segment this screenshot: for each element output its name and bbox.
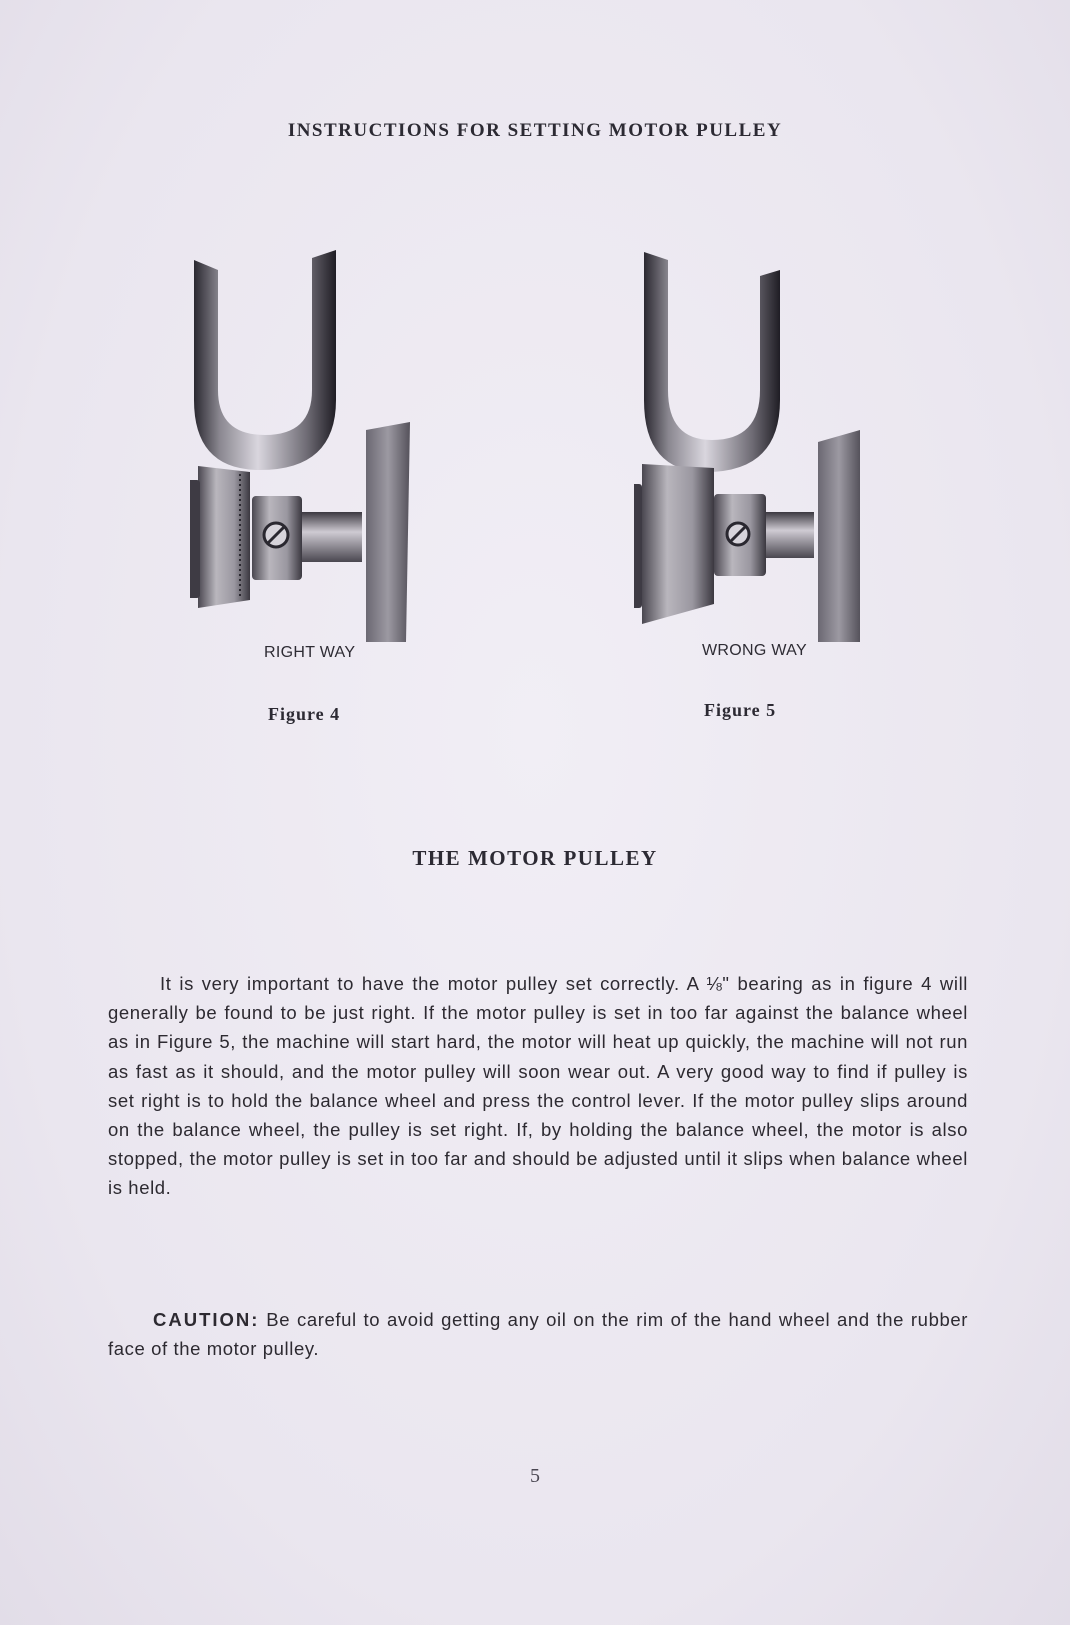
figure-4	[190, 250, 450, 670]
motor-pulley-right-way-illustration	[190, 250, 450, 670]
figure-4-label: RIGHT WAY	[264, 644, 356, 661]
caution-paragraph	[108, 1305, 968, 1363]
section-title: THE MOTOR PULLEY	[412, 846, 658, 870]
caution-text: Be careful to avoid getting any oil on the rim of the hand wheel and the rubber face of the motor pulley.	[108, 1309, 968, 1360]
page-header: INSTRUCTIONS FOR SETTING MOTOR PULLEY	[287, 120, 783, 141]
motor-pulley-wrong-way-illustration	[634, 250, 894, 670]
instruction-paragraph: It is very important to have the motor pulley set correctly. A ⅛" bearing as in figure 4 will generally be found to be just right. If the motor pulley is set in too far against the balance wheel as in Figure 5, the machine will start hard, the motor will heat up quickly, the machine will not run as fast as it should, and the motor pulley will soon wear out. A very good way to find if pulley is set right is to hold the balance wheel and press the control lever. If the motor pulley slips around on the balance wheel, the pulley is set right. If, by holding the balance wheel, the motor is also stopped, the motor pulley is set in too far and should be adjusted until it slips when balance wheel is held.	[108, 973, 968, 1199]
caution-label: CAUTION:	[153, 1309, 260, 1330]
figure-4-caption: Figure 4	[268, 704, 341, 724]
figure-5	[634, 250, 894, 670]
figure-5-label: WRONG WAY	[702, 642, 807, 659]
page-number: 5	[530, 1465, 540, 1487]
figure-5-caption: Figure 5	[704, 700, 777, 720]
